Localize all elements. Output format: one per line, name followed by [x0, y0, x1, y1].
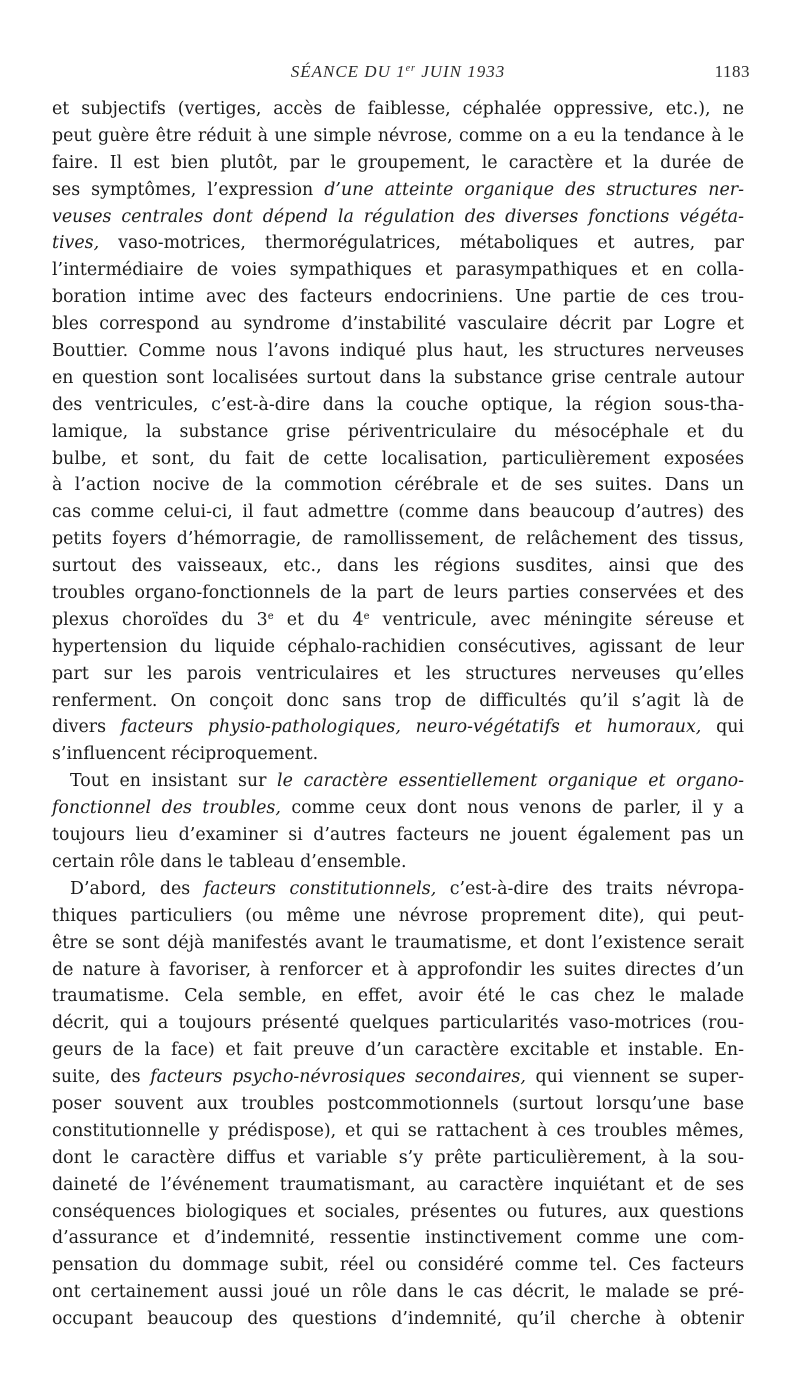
text-run: part sur les parois ventriculaires et les structures nerveuses qu’elles [52, 663, 744, 684]
page-number: 1183 [714, 62, 750, 81]
text-run: hypertension du liquide céphalo-rachidien consécutives, agissant de leur [52, 636, 744, 657]
text-run: des ventricules, c’est-à-dire dans la couche optique, la région sous-tha- [52, 394, 744, 415]
italic-text: tives, [52, 233, 100, 254]
text-line [52, 688, 744, 715]
text-line [52, 822, 744, 849]
text-line [52, 204, 744, 231]
text-run: occupant beaucoup des questions d’indemnité, qu’il cherche à obtenir [52, 1309, 744, 1330]
italic-text: facteurs physio-pathologiques, neuro-végétatifs et humoraux, [120, 717, 702, 738]
text-line [52, 1010, 744, 1037]
running-head-title: SÉANCE DU 1er JUIN 1933 [290, 62, 506, 81]
text-run: Tout en insistant sur [70, 771, 278, 792]
superscript: e [363, 610, 370, 622]
text-run: d’assurance et d’indemnité, ressentie instinctivement comme une com- [52, 1228, 744, 1249]
body-text [52, 96, 744, 1333]
italic-text: le caractère essentiellement organique et organo- [277, 771, 744, 792]
text-run: ses symptômes, l’expression [52, 179, 325, 200]
text-line [52, 714, 744, 741]
text-line [52, 1037, 744, 1064]
text-run: pensation du dommage subit, réel ou considéré comme tel. Ces facteurs [52, 1255, 744, 1276]
text-run: geurs de la face) et fait preuve d’un caractère excitable et instable. En- [52, 1040, 744, 1061]
text-line [52, 553, 744, 580]
text-run: plexus choroïdes du 3 [52, 609, 268, 630]
italic-text: d’une atteinte organique des structures ner- [324, 179, 744, 200]
text-line [52, 446, 744, 473]
text-line [52, 150, 744, 177]
text-run: lamique, la substance grise périventriculaire du mésocéphale et du [52, 421, 744, 442]
text-line [52, 1064, 744, 1091]
text-line [52, 1225, 744, 1252]
text-line [52, 903, 744, 930]
text-run: de nature à favoriser, à renforcer et à approfondir les suites directes d’un [52, 959, 744, 980]
text-run: thiques particuliers (ou même une névrose proprement dite), qui peut- [52, 905, 744, 926]
text-line [52, 580, 744, 607]
text-run: c’est-à-dire des traits névropa- [436, 878, 745, 899]
text-run: petits foyers d’hémorragie, de ramollissement, de relâchement des tissus, [52, 529, 744, 550]
text-run: troubles organo-fonctionnels de la part de leurs parties conservées et des [52, 583, 744, 604]
text-run: et du 4 [273, 609, 364, 630]
text-run: dont le caractère diffus et variable s’y prête particulièrement, à la sou- [52, 1147, 744, 1168]
text-line [52, 957, 744, 984]
text-run: ont certainement aussi joué un rôle dans le cas décrit, le malade se pré- [52, 1282, 744, 1303]
text-run: qui [701, 717, 744, 738]
text-run: bles correspond au syndrome d’instabilité vasculaire décrit par Logre et [52, 314, 744, 335]
text-line [52, 230, 744, 257]
text-line [52, 876, 744, 903]
text-run: poser souvent aux troubles postcommotionnels (surtout lorsqu’une base [52, 1093, 744, 1114]
running-head [52, 58, 750, 88]
text-run: en question sont localisées surtout dans la substance grise centrale autour [52, 367, 744, 388]
text-run: toujours lieu d’examiner si d’autres facteurs ne jouent également pas un [52, 825, 744, 846]
text-run: l’intermédiaire de voies sympathiques et parasympathiques et en colla- [52, 260, 744, 281]
text-run: surtout des vaisseaux, etc., dans les régions susdites, ainsi que des [52, 556, 744, 577]
text-run: D’abord, des [70, 878, 204, 899]
text-run: boration intime avec des facteurs endocriniens. Une partie de ces trou- [52, 287, 744, 308]
text-run: daineté de l’événement traumatismant, au caractère inquiétant et de ses [52, 1174, 744, 1195]
text-line [52, 661, 744, 688]
text-run: traumatisme. Cela semble, en effet, avoir été le cas chez le malade [52, 986, 744, 1007]
text-run: s’influencent réciproquement. [52, 744, 319, 765]
text-line [52, 1252, 744, 1279]
text-run: comme ceux dont nous venons de parler, il y a [280, 798, 744, 819]
text-run: renferment. On conçoit donc sans trop de difficultés qu’il s’agit là de [52, 690, 744, 711]
text-line [52, 849, 744, 876]
text-line [52, 1118, 744, 1145]
text-run: faire. Il est bien plutôt, par le groupement, le caractère et la durée de [52, 152, 744, 173]
text-line [52, 392, 744, 419]
text-run: suite, des [52, 1067, 151, 1088]
text-run: cas comme celui-ci, il faut admettre (comme dans beaucoup d’autres) des [52, 502, 744, 523]
text-run: et subjectifs (vertiges, accès de faiblesse, céphalée oppressive, etc.), ne [52, 99, 744, 119]
text-run: peut guère être réduit à une simple névrose, comme on a eu la tendance à le [52, 125, 744, 146]
text-line [52, 311, 744, 338]
text-line [52, 930, 744, 957]
text-run: ventricule, avec méningite séreuse et [369, 609, 744, 630]
text-line [52, 768, 744, 795]
text-run: vaso-motrices, thermorégulatrices, métaboliques et autres, par [99, 233, 744, 254]
text-line [52, 338, 744, 365]
text-line [52, 1199, 744, 1226]
text-run: bulbe, et sont, du fait de cette localisation, particulièrement exposées [52, 448, 744, 469]
text-run: constitutionnelle y prédispose), et qui se rattachent à ces troubles mêmes, [52, 1120, 744, 1141]
text-run: à l’action nocive de la commotion cérébrale et de ses suites. Dans un [52, 475, 744, 496]
text-run: qui viennent se super- [525, 1067, 744, 1088]
text-run: décrit, qui a toujours présenté quelques particularités vaso-motrices (rou- [52, 1013, 744, 1034]
text-line [52, 1091, 744, 1118]
italic-text: facteurs psycho-névrosiques secondaires, [150, 1067, 526, 1088]
text-line [52, 795, 744, 822]
superscript: e [267, 610, 274, 622]
text-run: être se sont déjà manifestés avant le traumatisme, et dont l’existence serait [52, 932, 744, 953]
text-line [52, 257, 744, 284]
text-run: Bouttier. Comme nous l’avons indiqué plus haut, les structures nerveuses [52, 341, 744, 362]
text-line [52, 284, 744, 311]
text-line [52, 365, 744, 392]
text-line [52, 123, 744, 150]
text-line [52, 1279, 744, 1306]
text-line [52, 1306, 744, 1333]
text-line [52, 177, 744, 204]
text-line [52, 1172, 744, 1199]
book-page [52, 58, 750, 1333]
text-line [52, 607, 744, 634]
italic-text: fonctionnel des troubles, [52, 798, 281, 819]
text-line [52, 96, 744, 123]
italic-text: facteurs constitutionnels, [203, 878, 437, 899]
text-line [52, 1145, 744, 1172]
text-line [52, 741, 744, 768]
text-line [52, 526, 744, 553]
text-run: divers [52, 717, 121, 738]
text-line [52, 983, 744, 1010]
text-line [52, 472, 744, 499]
text-run: certain rôle dans le tableau d’ensemble. [52, 851, 407, 872]
text-line [52, 634, 744, 661]
italic-text: veuses centrales dont dépend la régulation des diverses fonctions végéta- [52, 206, 744, 227]
text-line [52, 499, 744, 526]
text-line [52, 419, 744, 446]
text-run: conséquences biologiques et sociales, présentes ou futures, aux questions [52, 1201, 744, 1222]
